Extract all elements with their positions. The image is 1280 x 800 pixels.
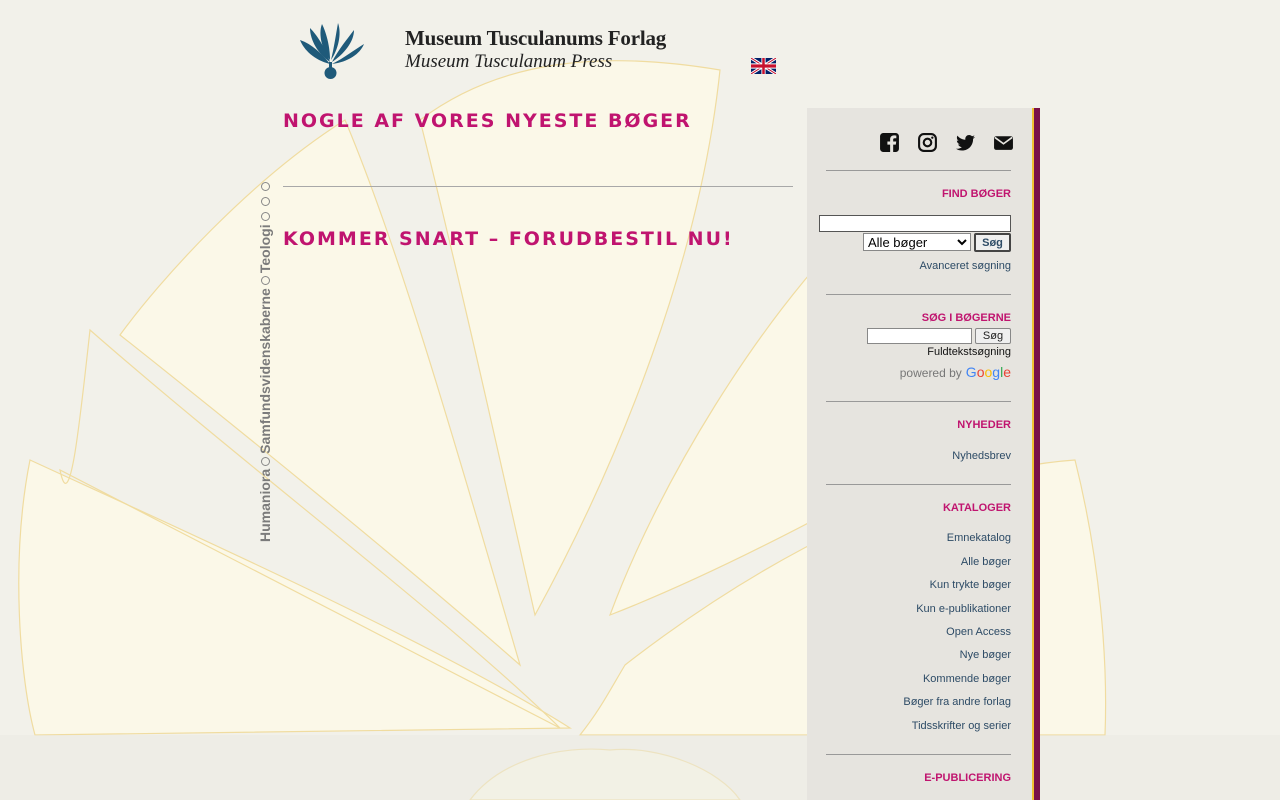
powered-by-google — [900, 364, 1011, 380]
logo-subtitle[interactable]: Museum Tusculanum Press — [405, 51, 613, 72]
newest-books-heading: NOGLE AF VORES NYESTE BØGER — [283, 110, 692, 132]
search-in-books-heading: SØG I BØGERNE — [921, 312, 1011, 324]
nav-item-samfundsvidenskaberne[interactable]: Samfundsvidenskaberne — [257, 288, 273, 454]
separator-circle-icon — [261, 182, 270, 191]
news-heading: NYHEDER — [957, 419, 1011, 431]
newsletter-link[interactable]: Nyhedsbrev — [952, 450, 1011, 462]
book-category-select[interactable] — [863, 233, 971, 251]
catalog-link-emnekatalog[interactable]: Emnekatalog — [946, 532, 1011, 544]
fulltext-search-input[interactable] — [867, 328, 972, 344]
logo-title[interactable]: Museum Tusculanums Forlag — [405, 26, 667, 50]
catalog-link-other-publishers[interactable]: Bøger fra andre forlag — [903, 696, 1011, 708]
fulltext-label: Fuldtekstsøgning — [927, 346, 1011, 358]
separator-circle-icon — [261, 197, 270, 206]
find-books-heading: FIND BØGER — [941, 188, 1011, 200]
main-content — [283, 108, 793, 252]
google-logo-icon: Google — [965, 364, 1011, 380]
twitter-icon[interactable] — [955, 132, 976, 153]
sidebar-divider — [826, 170, 1011, 171]
catalogs-heading: KATALOGER — [942, 502, 1011, 514]
nav-item-humaniora[interactable]: Humaniora — [257, 468, 273, 542]
catalog-link-epub-only[interactable]: Kun e-publikationer — [916, 603, 1011, 615]
catalog-link-all-books[interactable]: Alle bøger — [960, 556, 1011, 568]
sidebar-divider — [826, 401, 1011, 402]
coming-soon-heading: KOMMER SNART – FORUDBESTIL NU! — [283, 228, 734, 250]
sidebar-divider — [826, 484, 1011, 485]
catalog-link-open-access[interactable]: Open Access — [946, 626, 1011, 638]
ginkgo-logo-icon[interactable] — [296, 22, 366, 82]
sidebar-stripe-purple — [1034, 108, 1040, 800]
advanced-search-link[interactable]: Avanceret søgning — [919, 260, 1011, 272]
fulltext-search-button[interactable]: Søg — [975, 328, 1011, 344]
vertical-category-nav — [240, 114, 273, 544]
catalog-link-new-books[interactable]: Nye bøger — [959, 649, 1011, 661]
nav-item-teologi[interactable]: Teologi — [257, 224, 273, 274]
book-search-input[interactable] — [819, 215, 1011, 232]
social-links — [879, 132, 1014, 153]
sidebar-divider — [826, 754, 1011, 755]
catalog-link-journals-series[interactable]: Tidsskrifter og serier — [911, 720, 1011, 732]
catalog-link-printed-only[interactable]: Kun trykte bøger — [929, 579, 1011, 591]
separator-circle-icon — [261, 276, 270, 285]
sidebar — [807, 108, 1032, 800]
uk-flag-icon[interactable] — [751, 58, 776, 74]
facebook-icon[interactable] — [879, 132, 900, 153]
catalog-link-upcoming-books[interactable]: Kommende bøger — [922, 673, 1011, 685]
separator-circle-icon — [261, 212, 270, 221]
sidebar-divider — [826, 294, 1011, 295]
email-icon[interactable] — [993, 132, 1014, 153]
separator-circle-icon — [261, 457, 270, 466]
find-books-search-button[interactable]: Søg — [974, 233, 1011, 252]
powered-by-text: powered by — [899, 366, 962, 380]
instagram-icon[interactable] — [917, 132, 938, 153]
epublishing-heading: E-PUBLICERING — [924, 772, 1011, 784]
